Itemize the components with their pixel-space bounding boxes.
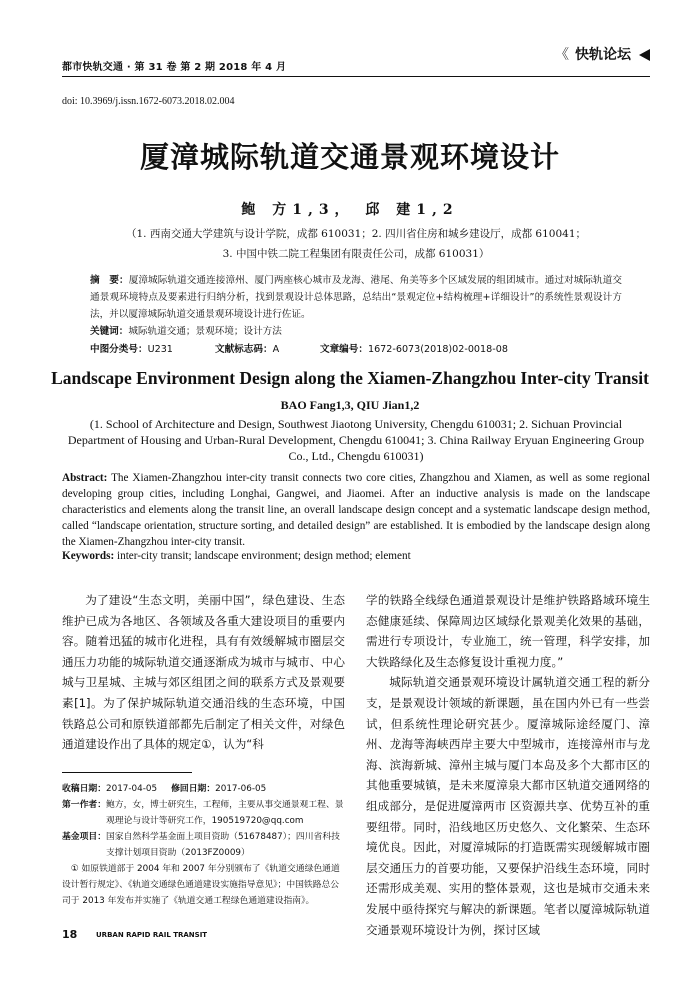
body-paragraph: 学的铁路全线绿色通道景观设计是维护铁路路域环境生态健康延续、保障周边区域绿化景观美化效果的基础，需进行专项设计，专业施工，统一管理，科学安排，加大铁路绿化及生态修复设计重视力度。” <box>366 593 650 669</box>
affiliation-line-2: 3. 中国中铁二院工程集团有限责任公司，成都 610031） <box>222 248 490 260</box>
author-info: 鲍方，女，博士研究生，工程师，主要从事交通景观工程、景观理论与设计等研究工作，190519720@qq.com <box>106 800 344 826</box>
article-label: 文章编号： <box>320 344 368 355</box>
received-date: 2017-04-05 <box>106 784 158 794</box>
chinese-authors: 鲍 方1,3， 邱 建1,2 <box>241 202 459 218</box>
revised-label: 修回日期： <box>171 784 216 794</box>
english-abstract <box>62 470 650 550</box>
body-paragraph: 为了建设“生态文明，美丽中国”，绿色建设、生态维护已成为各地区、各领域及各重大建设项目的重要内容。随着迅猛的城市化进程，具有有效缓解城市圈层交通压力功能的城际轨道交通逐渐成为城市与城市、中心城与卫星城、主城与郊区组团之间的联系方式及景观要素[1]。为了保护城际轨道交通沿线的生态环境，中国铁路总公司和原铁道部都先后制定了相关文件，对绿色通道建设作出了具体的规定①，认为“科 <box>62 593 345 752</box>
doccode-label: 文献标志码： <box>215 344 273 355</box>
received-label: 收稿日期： <box>62 784 106 794</box>
doi[interactable]: doi: 10.3969/j.issn.1672-6073.2018.02.004 <box>62 96 235 107</box>
author-row <box>62 797 345 829</box>
header-divider <box>62 76 650 77</box>
abstract-label: 摘 要： <box>90 275 129 286</box>
en-keywords-label: Keywords: <box>62 550 115 562</box>
body-paragraph: 城际轨道交通景观环境设计属轨道交通工程的新分支，是景观设计领域的新课题，虽在国内外已有一些尝试，但系统性理论研究甚少。厦漳城际途经厦门、漳州、龙海等海峡西岸主要大中型城市，连接漳州市与龙海、滨海新城、漳州主城与厦门本岛及多个大都市区的其他重要城镇，是未来厦漳泉大都市区轨道交通网络的组成部分，是促进厦漳两市 区资源共享、优势互补的重要纽带。同时，沿线地区历史悠久、文化繁荣、生态环境优良。因此，对厦漳城际的打造既需实现缓解城市圈层交通压力的首要功能，又要保护沿线生态环境，同时还需形成美观、实用的整体景观，这也是城市交通未来发展中亟待探究与解决的新课题。笔者以厦漳城际轨道交通景观环境设计为例，探讨区域 <box>366 675 650 937</box>
footnotes <box>62 781 345 909</box>
classification-row <box>90 341 610 355</box>
revised-date: 2017-06-05 <box>215 784 267 794</box>
abstract-text: 厦漳城际轨道交通连接漳州、厦门两座核心城市及龙海、港尾、角美等多个区域发展的组团城市。通过对城际轨道交通景观环境特点及要素进行归纳分析，找到景观设计总体思路，总结出“景观定位+结构梳理+详细设计”的系统性景观设计方法，并以厦漳城际轨道交通景观环境设计进行佐证。 <box>90 275 623 320</box>
fund-label: 基金项目： <box>62 832 106 842</box>
page-number: 18 <box>62 928 78 941</box>
triangle-left-icon <box>639 49 650 61</box>
footnote-note: ① 如原铁道部于 2004 年和 2007 年分别颁布了《轨道交通绿色通道设计暂行规定》、《轨道交通绿色通道建设实施指导意见》；中国铁路总公司于 2013 年发布并实施了《轨道交通工程绿色通道建设指南》。 <box>62 864 340 906</box>
journal-issue-header: 都市快轨交通 · 第 31 卷 第 2 期 2018 年 4 月 <box>62 62 287 73</box>
chinese-abstract <box>90 272 622 323</box>
footnote-divider <box>62 772 192 773</box>
fund-info: 国家自然科学基金面上项目资助（51678487）；四川省科技支撑计划项目资助（2013FZ0009） <box>106 832 340 858</box>
journal-english-name: URBAN RAPID RAIL TRANSIT <box>96 931 208 939</box>
chinese-affiliations <box>62 224 650 264</box>
affiliation-line-1: （1. 西南交通大学建筑与设计学院，成都 610031；2. 四川省住房和城乡建设厅，成都 610041； <box>125 228 587 240</box>
author-label: 第一作者： <box>62 800 106 810</box>
chevron-left-icon: 《 <box>555 47 569 63</box>
section-header <box>555 44 650 64</box>
english-keywords <box>62 550 650 562</box>
doccode-value: A <box>272 344 280 355</box>
body-column-right <box>366 590 650 940</box>
en-abstract-label: Abstract: <box>62 472 108 484</box>
class-value: U231 <box>147 344 173 355</box>
dates-row <box>62 781 345 797</box>
english-affiliations: (1. School of Architecture and Design, Southwest Jiaotong University, Chengdu 610031; 2. Sichuan Provincial Department of Housing and Urban-Rural Development, Chengdu 610041; 3. China Railway Eryuan Engineering Group Co., Ltd., Chengdu 610031) <box>67 417 645 463</box>
keywords-label: 关键词： <box>90 326 129 337</box>
chinese-title: 厦漳城际轨道交通景观环境设计 <box>139 140 560 174</box>
body-column-left <box>62 590 345 755</box>
class-label: 中图分类号： <box>90 344 148 355</box>
keywords-text: 城际轨道交通；景观环境；设计方法 <box>128 326 282 337</box>
english-authors: BAO Fang1,3, QIU Jian1,2 <box>280 398 420 412</box>
fund-row <box>62 829 345 861</box>
chinese-keywords <box>90 323 282 337</box>
english-title: Landscape Environment Design along the Xiamen-Zhangzhou Inter-city Transit <box>51 368 649 388</box>
en-keywords-text: inter-city transit; landscape environment; design method; element <box>117 550 411 562</box>
section-name: 快轨论坛 <box>575 47 631 63</box>
article-value: 1672-6073(2018)02-0018-08 <box>367 344 508 355</box>
en-abstract-text: The Xiamen-Zhangzhou inter-city transit connects two core cities, Zhangzhou and Xiamen, as well as some regional developing group cities, including Longhai, Gangwei, and Jiaomei. After an inductive analysis is made on the landscape characteristics and elements along the transit line, an overall landscape design concept and a systematic landscape design method, called “landscape orientation, structure sorting, and detailed design” are established. It is embodied by the landscape design along the Xiamen-Zhangzhou inter-city transit. <box>62 472 650 548</box>
